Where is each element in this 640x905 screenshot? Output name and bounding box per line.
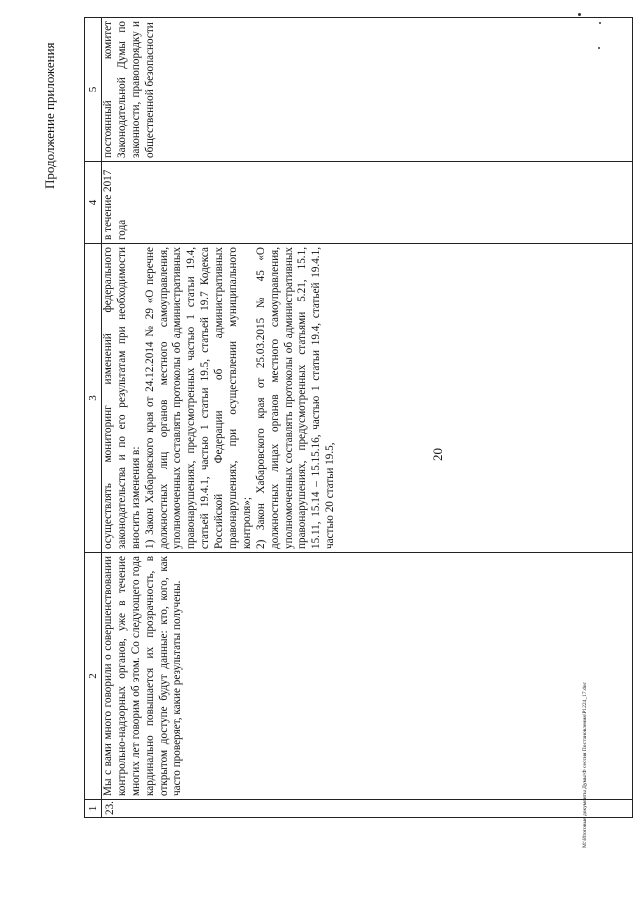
header-cell-2: 2: [85, 553, 102, 800]
table: [84, 17, 633, 818]
header-cell-5: 5: [85, 18, 102, 162]
row-responsible: постоянный комитет Законодательной Думы по законности, правопорядку и общественной безопасности: [102, 18, 633, 162]
row-deadline: в течение 2017 года: [102, 162, 633, 244]
measures-intro: осуществлять мониторинг изменений федерального законодательства и по его результатам при необходимости вносить изменения в:: [102, 247, 142, 549]
program-table: [84, 18, 632, 818]
table-row: [102, 18, 633, 818]
row-measures-cell: [102, 244, 633, 553]
header-cell-1: 1: [85, 800, 102, 818]
row-number: 23.: [102, 800, 633, 818]
header-row: [85, 18, 102, 818]
footer-file-path: M:\Итоговые документы Думы\Ф сессия Постановления\P1224_17.doc: [582, 682, 588, 848]
header-title: Продолжение приложения: [42, 42, 57, 189]
header-cell-3: 3: [85, 244, 102, 553]
measures-item-2: 2) Закон Хабаровского края от 25.03.2015 № 45 «О должностных лицах органов местного самоуправления, уполномоченных составлять протоколы об административных правонарушениях, предусмотренных статьями 5.21, 15.1, 15.11, 15.14 – 15.15.16, частью 1 статьи 19.4, статьей 19.4.1, частью 20 статьи 19.5,: [254, 247, 337, 549]
measures-item-1: 1) Закон Хабаровского края от 24.12.2014 № 29 «О перечне должностных лиц органов местного самоуправления, уполномоченных составлять протоколы об административных правонарушениях, предусмотренных частью 1 статьи 19.4, статьей 19.4.1, частью 1 статьи 19.5, статьей 19.7 Кодекса Российской Федерации об административных правонарушениях, при осуществлении муниципального контроля»;: [143, 247, 253, 549]
scan-speck: [578, 13, 581, 16]
header-cell-4: 4: [85, 162, 102, 244]
row-objective-text: Мы с вами много говорили о совершенствовании контрольно-надзорных органов, уже в течение многих лет говорим об этом. Со следующего года кардинально повышается их прозрачность, в открытом доступе будут данные: кто, кого, как часто проверяет, какие результаты получены.: [102, 553, 633, 800]
page-number: 20: [430, 448, 445, 461]
